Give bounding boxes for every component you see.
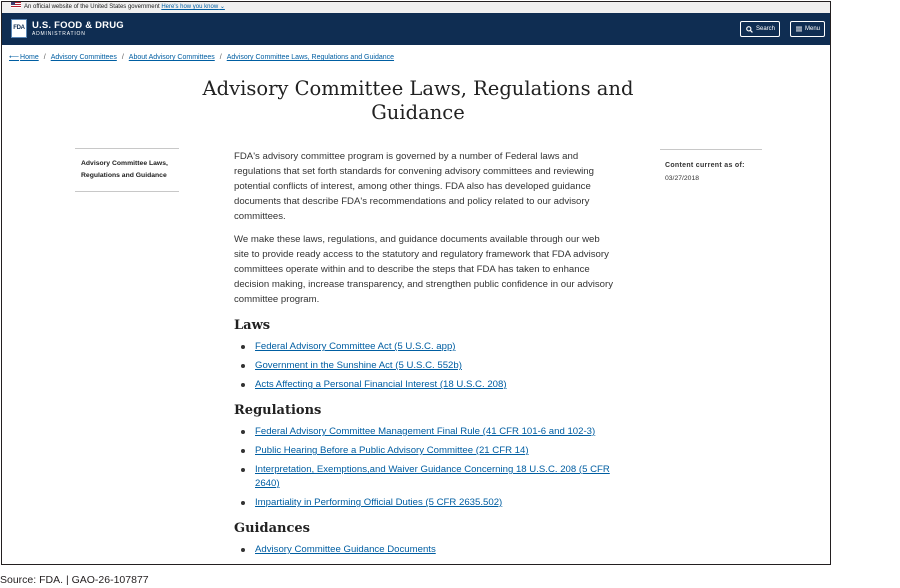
laws-list xyxy=(234,340,614,392)
logo-sub-text: ADMINISTRATION xyxy=(32,30,86,37)
content-current-label: Content current as of: xyxy=(665,162,745,169)
hamburger-icon xyxy=(796,26,802,32)
intro-paragraph: FDA's advisory committee program is governed by a number of Federal laws and regulations that set forth standards for convening advisory committees and reviewing potential conflicts of interest, among other things. FDA also has developed guidance documents that describe FDA's recommendations and policy related to our advisory committees. xyxy=(234,151,594,222)
us-flag-icon xyxy=(11,2,21,8)
availability-paragraph: We make these laws, regulations, and guidance documents available through our web site to provide ready access to the statutory and regulatory framework that FDA advisory committees operate within and to describe the steps that FDA has taken to enhance decision making, increase transparency, and strengthen public confidence in our advisory committee program. xyxy=(234,234,613,305)
list-item xyxy=(241,463,614,491)
list-item xyxy=(241,378,614,392)
guidances-heading: Guidances xyxy=(234,521,310,536)
breadcrumb-current-page[interactable]: Advisory Committee Laws, Regulations and Guidance xyxy=(226,54,395,61)
source-caption: Source: FDA. | GAO-26-107877 xyxy=(0,574,149,586)
menu-button[interactable] xyxy=(790,21,825,37)
content-current-box xyxy=(660,149,762,184)
logo-main-text: U.S. FOOD & DRUG xyxy=(32,19,124,31)
list-item xyxy=(241,425,614,439)
site-header xyxy=(2,13,830,45)
list-item xyxy=(241,340,614,354)
page-title: Advisory Committee Laws, Regulations and Guidance xyxy=(202,77,634,124)
regulations-list xyxy=(234,425,614,510)
list-item xyxy=(241,496,614,510)
sidenav-item-current[interactable]: Advisory Committee Laws, Regulations and Guidance xyxy=(81,160,168,179)
law-link-sunshine-act[interactable]: Government in the Sunshine Act (5 U.S.C. 552b) xyxy=(255,360,462,371)
list-item xyxy=(241,359,614,373)
fda-logo[interactable] xyxy=(11,19,124,38)
law-link-financial-interest[interactable]: Acts Affecting a Personal Financial Interest (18 U.S.C. 208) xyxy=(255,379,507,390)
browser-frame xyxy=(1,1,831,565)
breadcrumb-home[interactable]: ⟵Home xyxy=(9,54,39,61)
regulation-link-final-rule[interactable]: Federal Advisory Committee Management Final Rule (41 CFR 101-6 and 102-3) xyxy=(255,426,596,437)
menu-button-label: Menu xyxy=(805,26,821,32)
guidance-link-documents[interactable]: Advisory Committee Guidance Documents xyxy=(255,544,436,555)
gov-banner-link[interactable]: Here's how you know ⌄ xyxy=(161,4,225,10)
regulation-link-impartiality[interactable]: Impartiality in Performing Official Duties (5 CFR 2635.502) xyxy=(255,497,503,508)
search-button[interactable] xyxy=(740,21,780,37)
breadcrumb: ⟵Home / Advisory Committees / About Advisory Committees / Advisory Committee Laws, Regulations and Guidance xyxy=(9,54,395,61)
regulation-link-waiver-guidance[interactable]: Interpretation, Exemptions,and Waiver Guidance Concerning 18 U.S.C. 208 (5 CFR 2640) xyxy=(255,464,610,489)
search-button-label: Search xyxy=(756,26,776,32)
gov-banner xyxy=(2,2,830,13)
fda-logo-mark: FDA xyxy=(11,19,27,38)
laws-heading: Laws xyxy=(234,318,271,333)
breadcrumb-advisory-committees[interactable]: Advisory Committees xyxy=(50,54,117,61)
guidances-list xyxy=(234,543,614,557)
list-item xyxy=(241,543,614,557)
content-current-date: 03/27/2018 xyxy=(665,175,700,182)
gov-banner-text: An official website of the United States government xyxy=(24,4,160,10)
law-link-faca[interactable]: Federal Advisory Committee Act (5 U.S.C. app) xyxy=(255,341,456,352)
regulation-link-public-hearing[interactable]: Public Hearing Before a Public Advisory Committee (21 CFR 14) xyxy=(255,445,529,456)
back-arrow-icon: ⟵ xyxy=(9,54,20,61)
list-item xyxy=(241,444,614,458)
breadcrumb-about-advisory-committees[interactable]: About Advisory Committees xyxy=(128,54,215,61)
main-content xyxy=(234,149,614,562)
chevron-down-icon: ⌄ xyxy=(219,4,225,10)
regulations-heading: Regulations xyxy=(234,403,322,418)
search-icon xyxy=(746,26,753,33)
side-nav xyxy=(75,148,179,192)
